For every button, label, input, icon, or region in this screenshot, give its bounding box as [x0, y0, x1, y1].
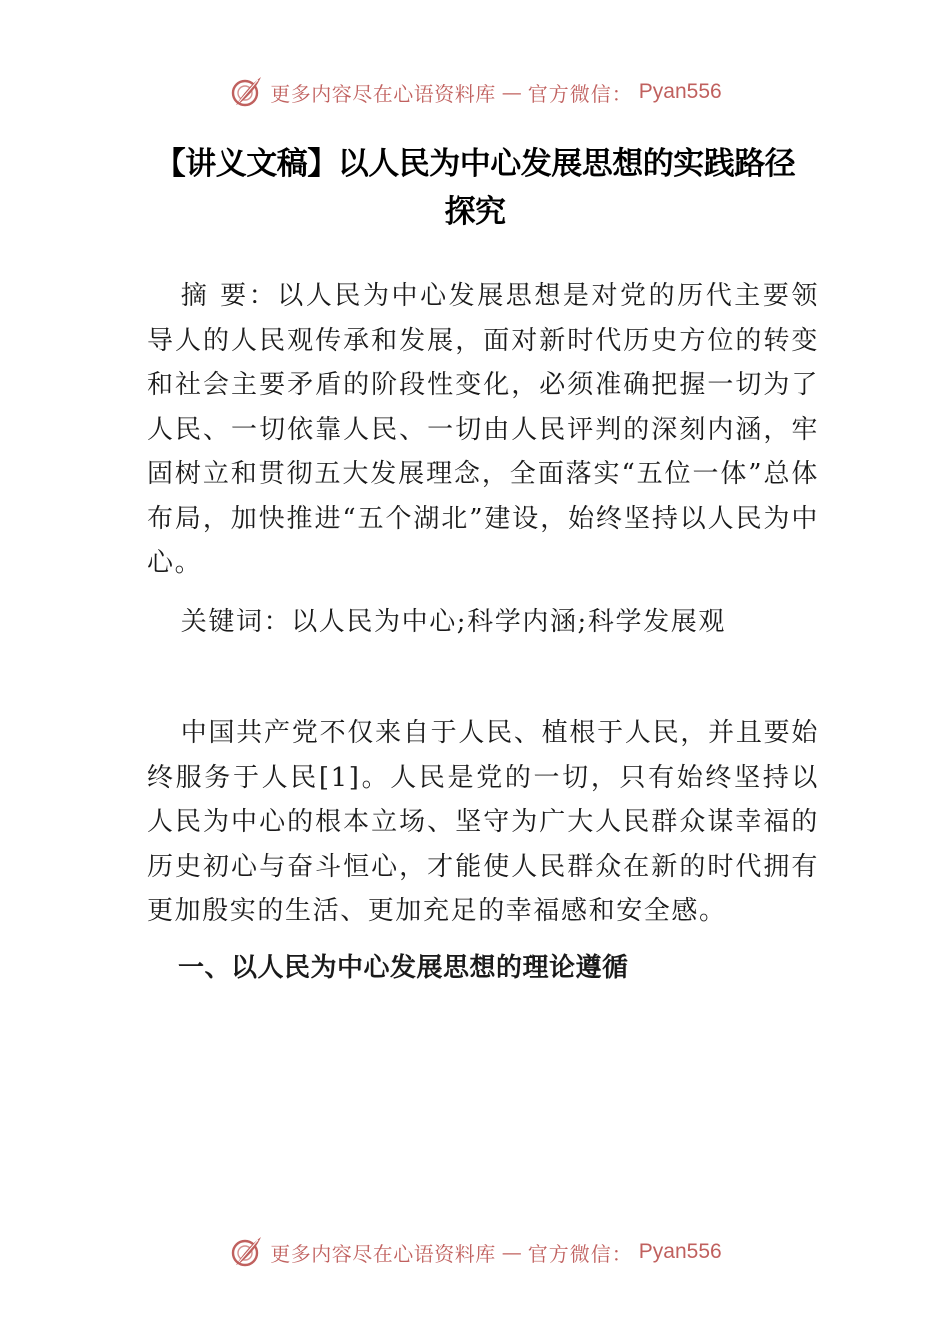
banner-slogan: 更多内容尽在心语资料库	[270, 1241, 496, 1266]
banner-contact-label: 官方微信：	[527, 81, 633, 106]
header-banner	[0, 70, 950, 114]
keywords-paragraph: 关键词：以人民为中心;科学内涵;科学发展观	[180, 607, 726, 637]
banner-wechat-id: Pyan556	[638, 1240, 722, 1263]
feather-quill-logo-icon	[228, 74, 264, 110]
section-heading: 一、以人民为中心发展思想的理论遵循	[178, 953, 629, 983]
banner-separator: —	[501, 1240, 522, 1264]
document-title: 【讲义文稿】以人民为中心发展思想的实践路径探究	[154, 146, 796, 230]
banner-wechat-id: Pyan556	[638, 80, 722, 103]
banner-separator: —	[501, 80, 522, 104]
abstract-paragraph: 摘 要：以人民为中心发展思想是对党的历代主要领导人的人民观传承和发展，面对新时代历史方位的转变和社会主要矛盾的阶段性变化，必须准确把握一切为了人民、一切依靠人民、一切由人民评判的深刻内涵，牢固树立和贯彻五大发展理念，全面落实“五位一体”总体布局，加快推进“五个湖北”建设，始终坚持以人民为中心。	[147, 281, 819, 578]
banner-contact-label: 官方微信：	[527, 1241, 633, 1266]
banner-slogan: 更多内容尽在心语资料库	[270, 81, 496, 106]
footer-banner	[0, 1230, 950, 1274]
feather-quill-logo-icon	[228, 1234, 264, 1270]
intro-paragraph: 中国共产党不仅来自于人民、植根于人民，并且要始终服务于人民[1]。人民是党的一切，只有始终坚持以人民为中心的根本立场、坚守为广大人民群众谋幸福的历史初心与奋斗恒心，才能使人民群众在新的时代拥有更加殷实的生活、更加充足的幸福感和安全感。	[147, 718, 819, 926]
